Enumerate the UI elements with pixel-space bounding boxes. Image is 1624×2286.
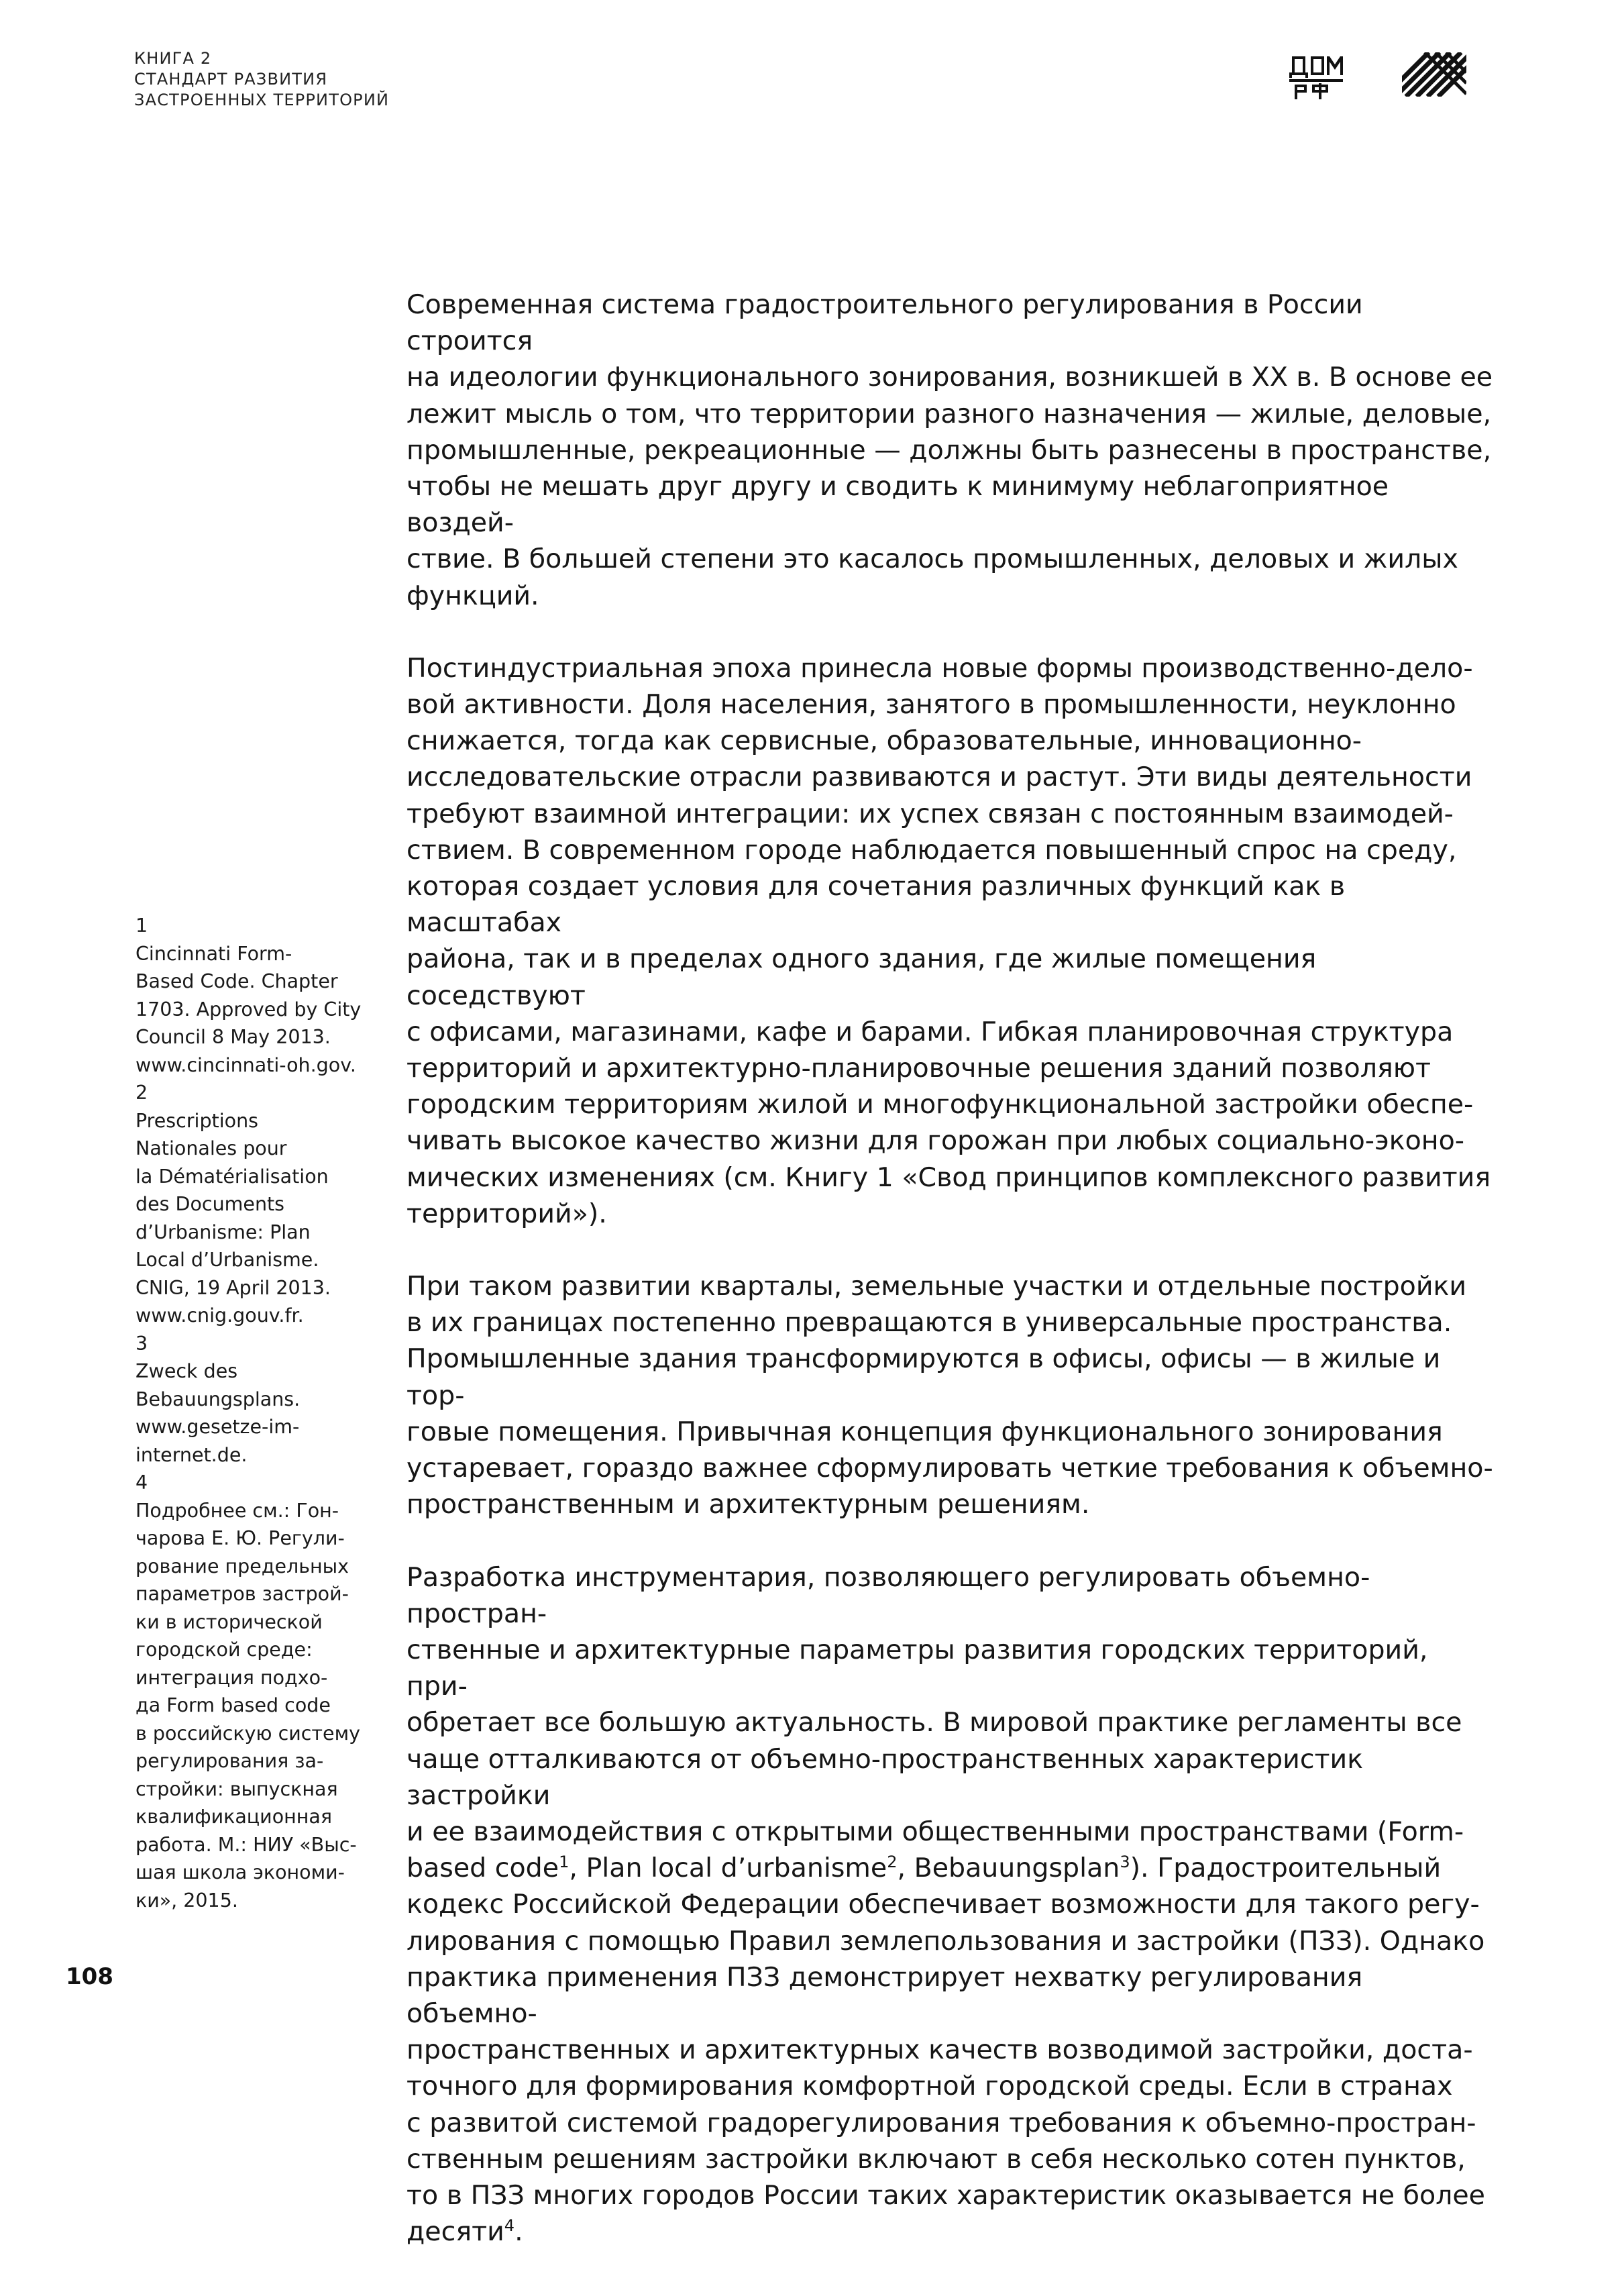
footnote-line: регулирования за- bbox=[136, 1750, 324, 1772]
text-line: снижается, тогда как сервисные, образовательные, инновационно- bbox=[407, 725, 1362, 757]
footnote-line: www.cnig.gouv.fr. bbox=[136, 1304, 304, 1327]
text-line: ствие. В большей степени это касалось промышленных, деловых и жилых bbox=[407, 543, 1458, 575]
text-run: , Bebauungsplan bbox=[897, 1853, 1120, 1884]
footnote-line: Cincinnati Form- bbox=[136, 942, 292, 965]
text-line: исследовательские отрасли развиваются и растут. Эти виды деятельности bbox=[407, 762, 1472, 793]
footnote-line: Local d’Urbanisme. bbox=[136, 1249, 319, 1271]
footnote-1 bbox=[136, 912, 384, 1079]
text-line: городским территориям жилой и многофункциональной застройки обеспе- bbox=[407, 1089, 1474, 1121]
text-line: ствием. В современном городе наблюдается повышенный спрос на среду, bbox=[407, 834, 1457, 866]
text-line bbox=[407, 2214, 1497, 2250]
footnote-line: шая школа экономи- bbox=[136, 1861, 345, 1883]
text-line: пространственных и архитектурных качеств возводимой застройки, доста- bbox=[407, 2034, 1473, 2066]
footnote-line: Nationales pour bbox=[136, 1137, 287, 1159]
footnote-line: des Documents bbox=[136, 1193, 285, 1215]
text-line: устаревает, гораздо важнее сформулировать четкие требования к объемно- bbox=[407, 1453, 1493, 1484]
text-run: , Plan local d’urbanisme bbox=[569, 1853, 887, 1884]
footnote-line: параметров застрой- bbox=[136, 1583, 349, 1605]
footnote-ref-2[interactable]: 2 bbox=[887, 1853, 898, 1872]
text-line: промышленные, рекреационные — должны быть разнесены в пространстве, bbox=[407, 434, 1492, 466]
footnote-number: 4 bbox=[136, 1471, 148, 1494]
footnote-line: стройки: выпускная bbox=[136, 1777, 338, 1800]
text-line: ственным решениям застройки включают в себя несколько сотен пунктов, bbox=[407, 2143, 1466, 2175]
footnote-number: 1 bbox=[136, 915, 148, 937]
footnote-line: www.cincinnati-oh.gov. bbox=[136, 1053, 356, 1076]
text-line: ственные и архитектурные параметры развития городских территорий, при- bbox=[407, 1634, 1428, 1702]
dom-rf-logo bbox=[1288, 54, 1347, 101]
text-line: обретает все большую актуальность. В мировой практике регламенты все bbox=[407, 1707, 1462, 1738]
footnote-line: la Dématérialisation bbox=[136, 1165, 329, 1188]
header-line-territories: ЗАСТРОЕННЫХ ТЕРРИТОРИЙ bbox=[134, 91, 390, 109]
header-line-standard: СТАНДАРТ РАЗВИТИЯ bbox=[134, 70, 328, 89]
footnote-line: 1703. Approved by City bbox=[136, 998, 362, 1021]
footnotes-column bbox=[136, 912, 384, 1914]
text-line: При таком развитии кварталы, земельные участки и отдельные постройки bbox=[407, 1271, 1467, 1302]
text-line: чаще отталкиваются от объемно-пространственных характеристик застройки bbox=[407, 1743, 1364, 1811]
text-line: территорий»). bbox=[407, 1198, 607, 1229]
text-line: практика применения ПЗЗ демонстрирует нехватку регулирования объемно- bbox=[407, 1961, 1363, 2029]
footnote-2 bbox=[136, 1079, 384, 1330]
footnote-line: Bebauungsplans. bbox=[136, 1388, 301, 1410]
text-run: ). Градостроительный bbox=[1130, 1853, 1442, 1884]
text-line: Промышленные здания трансформируются в офисы, офисы — в жилые и тор- bbox=[407, 1343, 1441, 1411]
hatched-square-logo bbox=[1402, 52, 1466, 97]
text-line: пространственным и архитектурным решениям. bbox=[407, 1489, 1090, 1520]
footnote-3 bbox=[136, 1330, 384, 1469]
text-line: в их границах постепенно превращаются в универсальные пространства. bbox=[407, 1307, 1452, 1339]
footnote-line: ки в исторической bbox=[136, 1610, 323, 1633]
footnote-number: 3 bbox=[136, 1332, 148, 1355]
footnote-ref-4[interactable]: 4 bbox=[504, 2216, 515, 2236]
text-line: точного для формирования комфортной городской среды. Если в странах bbox=[407, 2071, 1453, 2102]
text-line: чтобы не мешать друг другу и сводить к минимуму неблагоприятное воздей- bbox=[407, 471, 1389, 539]
text-line: требуют взаимной интеграции: их успех связан с постоянным взаимодей- bbox=[407, 798, 1454, 829]
header-line-book: КНИГА 2 bbox=[134, 49, 212, 68]
text-line: Постиндустриальная эпоха принесла новые формы производственно-дело- bbox=[407, 652, 1473, 684]
footnote-line: интеграция подхо- bbox=[136, 1666, 328, 1689]
text-line: функций. bbox=[407, 580, 539, 611]
text-line: района, так и в пределах одного здания, где жилые помещения соседствуют bbox=[407, 943, 1317, 1011]
footnote-line: www.gesetze-im- bbox=[136, 1416, 300, 1438]
footnote-line: Prescriptions bbox=[136, 1109, 258, 1132]
footnote-number: 2 bbox=[136, 1082, 148, 1104]
text-line: то в ПЗЗ многих городов России таких характеристик оказывается не более bbox=[407, 2179, 1485, 2211]
text-line: с развитой системой градорегулирования требования к объемно-простран- bbox=[407, 2107, 1476, 2138]
footnote-line: Based Code. Chapter bbox=[136, 970, 338, 992]
text-line: вой активности. Доля населения, занятого в промышленности, неуклонно bbox=[407, 689, 1456, 721]
text-line: кодекс Российской Федерации обеспечивает возможности для такого регу- bbox=[407, 1889, 1480, 1920]
text-run: десяти bbox=[407, 2216, 504, 2248]
running-header bbox=[134, 48, 389, 111]
footnote-line: рование предельных bbox=[136, 1555, 349, 1577]
footnote-line: Подробнее см.: Гон- bbox=[136, 1499, 339, 1522]
footnote-line: d’Urbanisme: Plan bbox=[136, 1220, 311, 1243]
footnote-line: городской среде: bbox=[136, 1639, 313, 1661]
footnote-line: в российскую систему bbox=[136, 1722, 360, 1745]
text-line: лирования с помощью Правил землепользования и застройки (ПЗЗ). Однако bbox=[407, 1925, 1485, 1957]
text-line: которая создает условия для сочетания различных функций как в масштабах bbox=[407, 871, 1346, 939]
footnote-line: работа. М.: НИУ «Выс- bbox=[136, 1833, 357, 1856]
footnote-line: internet.de. bbox=[136, 1443, 248, 1466]
text-line: Современная система градостроительного регулирования в России строится bbox=[407, 289, 1363, 357]
footnote-line: да Form based code bbox=[136, 1694, 331, 1716]
page-number: 108 bbox=[66, 1963, 113, 1990]
footnote-line: CNIG, 19 April 2013. bbox=[136, 1276, 331, 1299]
footnote-line: квалификационная bbox=[136, 1806, 333, 1828]
footnote-ref-1[interactable]: 1 bbox=[559, 1853, 570, 1872]
text-line: и ее взаимодействия с открытыми общественными пространствами (Form- bbox=[407, 1816, 1464, 1847]
text-line: говые помещения. Привычная концепция функционального зонирования bbox=[407, 1416, 1443, 1447]
text-line: лежит мысль о том, что территории разного назначения — жилые, деловые, bbox=[407, 398, 1492, 429]
footnote-line: Zweck des bbox=[136, 1360, 238, 1382]
text-line bbox=[407, 1850, 1497, 1886]
footnote-ref-3[interactable]: 3 bbox=[1120, 1853, 1130, 1872]
footnote-line: ки», 2015. bbox=[136, 1889, 238, 1912]
footnote-4 bbox=[136, 1469, 384, 1914]
text-run: based code bbox=[407, 1853, 559, 1884]
text-line: чивать высокое качество жизни для горожан при любых социально-эконо- bbox=[407, 1125, 1464, 1157]
text-line: Разработка инструментария, позволяющего регулировать объемно-простран- bbox=[407, 1561, 1370, 1629]
text-line: территорий и архитектурно-планировочные решения зданий позволяют bbox=[407, 1053, 1431, 1084]
footnote-line: чарова Е. Ю. Регули- bbox=[136, 1527, 345, 1549]
text-run: . bbox=[515, 2216, 523, 2248]
text-line: на идеологии функционального зонирования, возникшей в XX в. В основе ее bbox=[407, 362, 1493, 393]
footnote-line: Council 8 May 2013. bbox=[136, 1026, 331, 1048]
main-text bbox=[407, 250, 1497, 2286]
text-line: с офисами, магазинами, кафе и барами. Гибкая планировочная структура bbox=[407, 1016, 1454, 1047]
text-line: мических изменениях (см. Книгу 1 «Свод принципов комплексного развития bbox=[407, 1161, 1491, 1193]
